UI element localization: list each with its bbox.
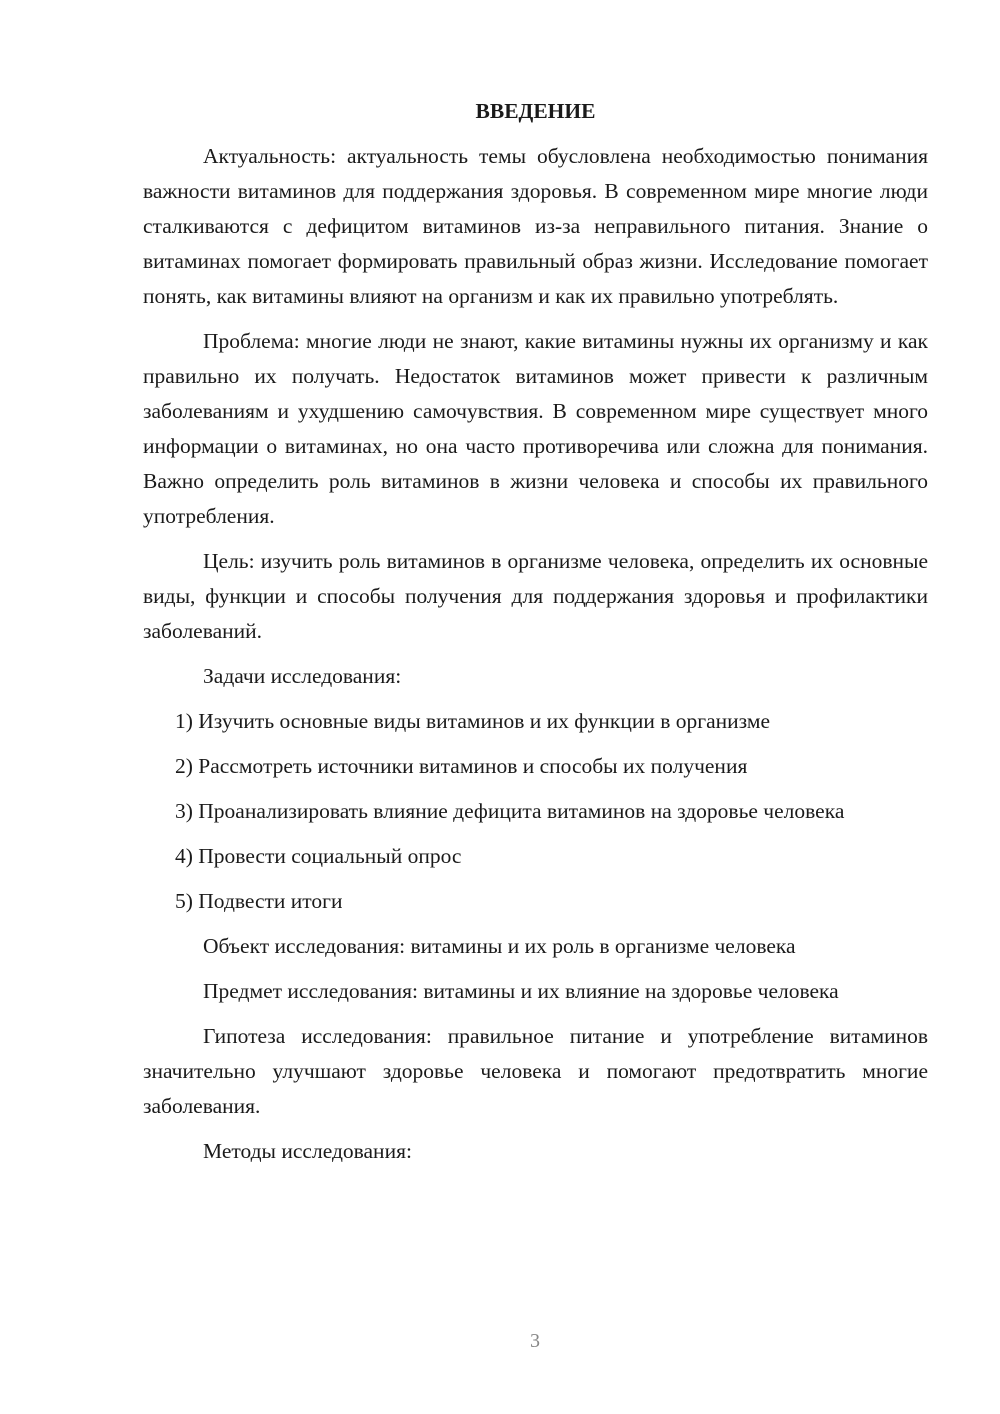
paragraph-hypothesis: Гипотеза исследования: правильное питание и употребление витаминов значительно улучшают здоровье человека и помогают предотвратить многие заболевания.	[143, 1024, 928, 1118]
paragraph-relevance: Актуальность: актуальность темы обусловлена необходимостью понимания важности витаминов для поддержания здоровья. В современном мире многие люди сталкиваются с дефицитом витаминов из-за неправильного питания. Знание о витаминах помогает формировать правильный образ жизни. Исследование помогает понять, как витамины влияют на организм и как их правильно употреблять.	[143, 144, 928, 308]
task-item: 3) Проанализировать влияние дефицита витаминов на здоровье человека	[175, 799, 845, 823]
task-item: 1) Изучить основные виды витаминов и их функции в организме	[175, 709, 771, 733]
paragraph-goal: Цель: изучить роль витаминов в организме человека, определить их основные виды, функции и способы получения для поддержания здоровья и профилактики заболеваний.	[143, 549, 928, 643]
task-item: 2) Рассмотреть источники витаминов и способы их получения	[175, 754, 748, 778]
document-body	[143, 94, 928, 1179]
paragraph-subject: Предмет исследования: витамины и их влияние на здоровье человека	[203, 979, 839, 1003]
paragraph-methods-heading: Методы исследования:	[203, 1139, 412, 1163]
paragraph-problem: Проблема: многие люди не знают, какие витамины нужны их организму и как правильно их получать. Недостаток витаминов может привести к различным заболеваниям и ухудшению самочувствия. В современном мире существует много информации о витаминах, но она часто противоречива или сложна для понимания. Важно определить роль витаминов в жизни человека и способы их правильного употребления.	[143, 329, 928, 528]
paragraph-object: Объект исследования: витамины и их роль в организме человека	[203, 934, 796, 958]
task-item: 5) Подвести итоги	[175, 889, 343, 913]
paragraph-tasks-heading: Задачи исследования:	[203, 664, 402, 688]
task-item: 4) Провести социальный опрос	[175, 844, 462, 868]
section-title: ВВЕДЕНИЕ	[475, 99, 596, 123]
page-number: 3	[530, 1330, 540, 1352]
